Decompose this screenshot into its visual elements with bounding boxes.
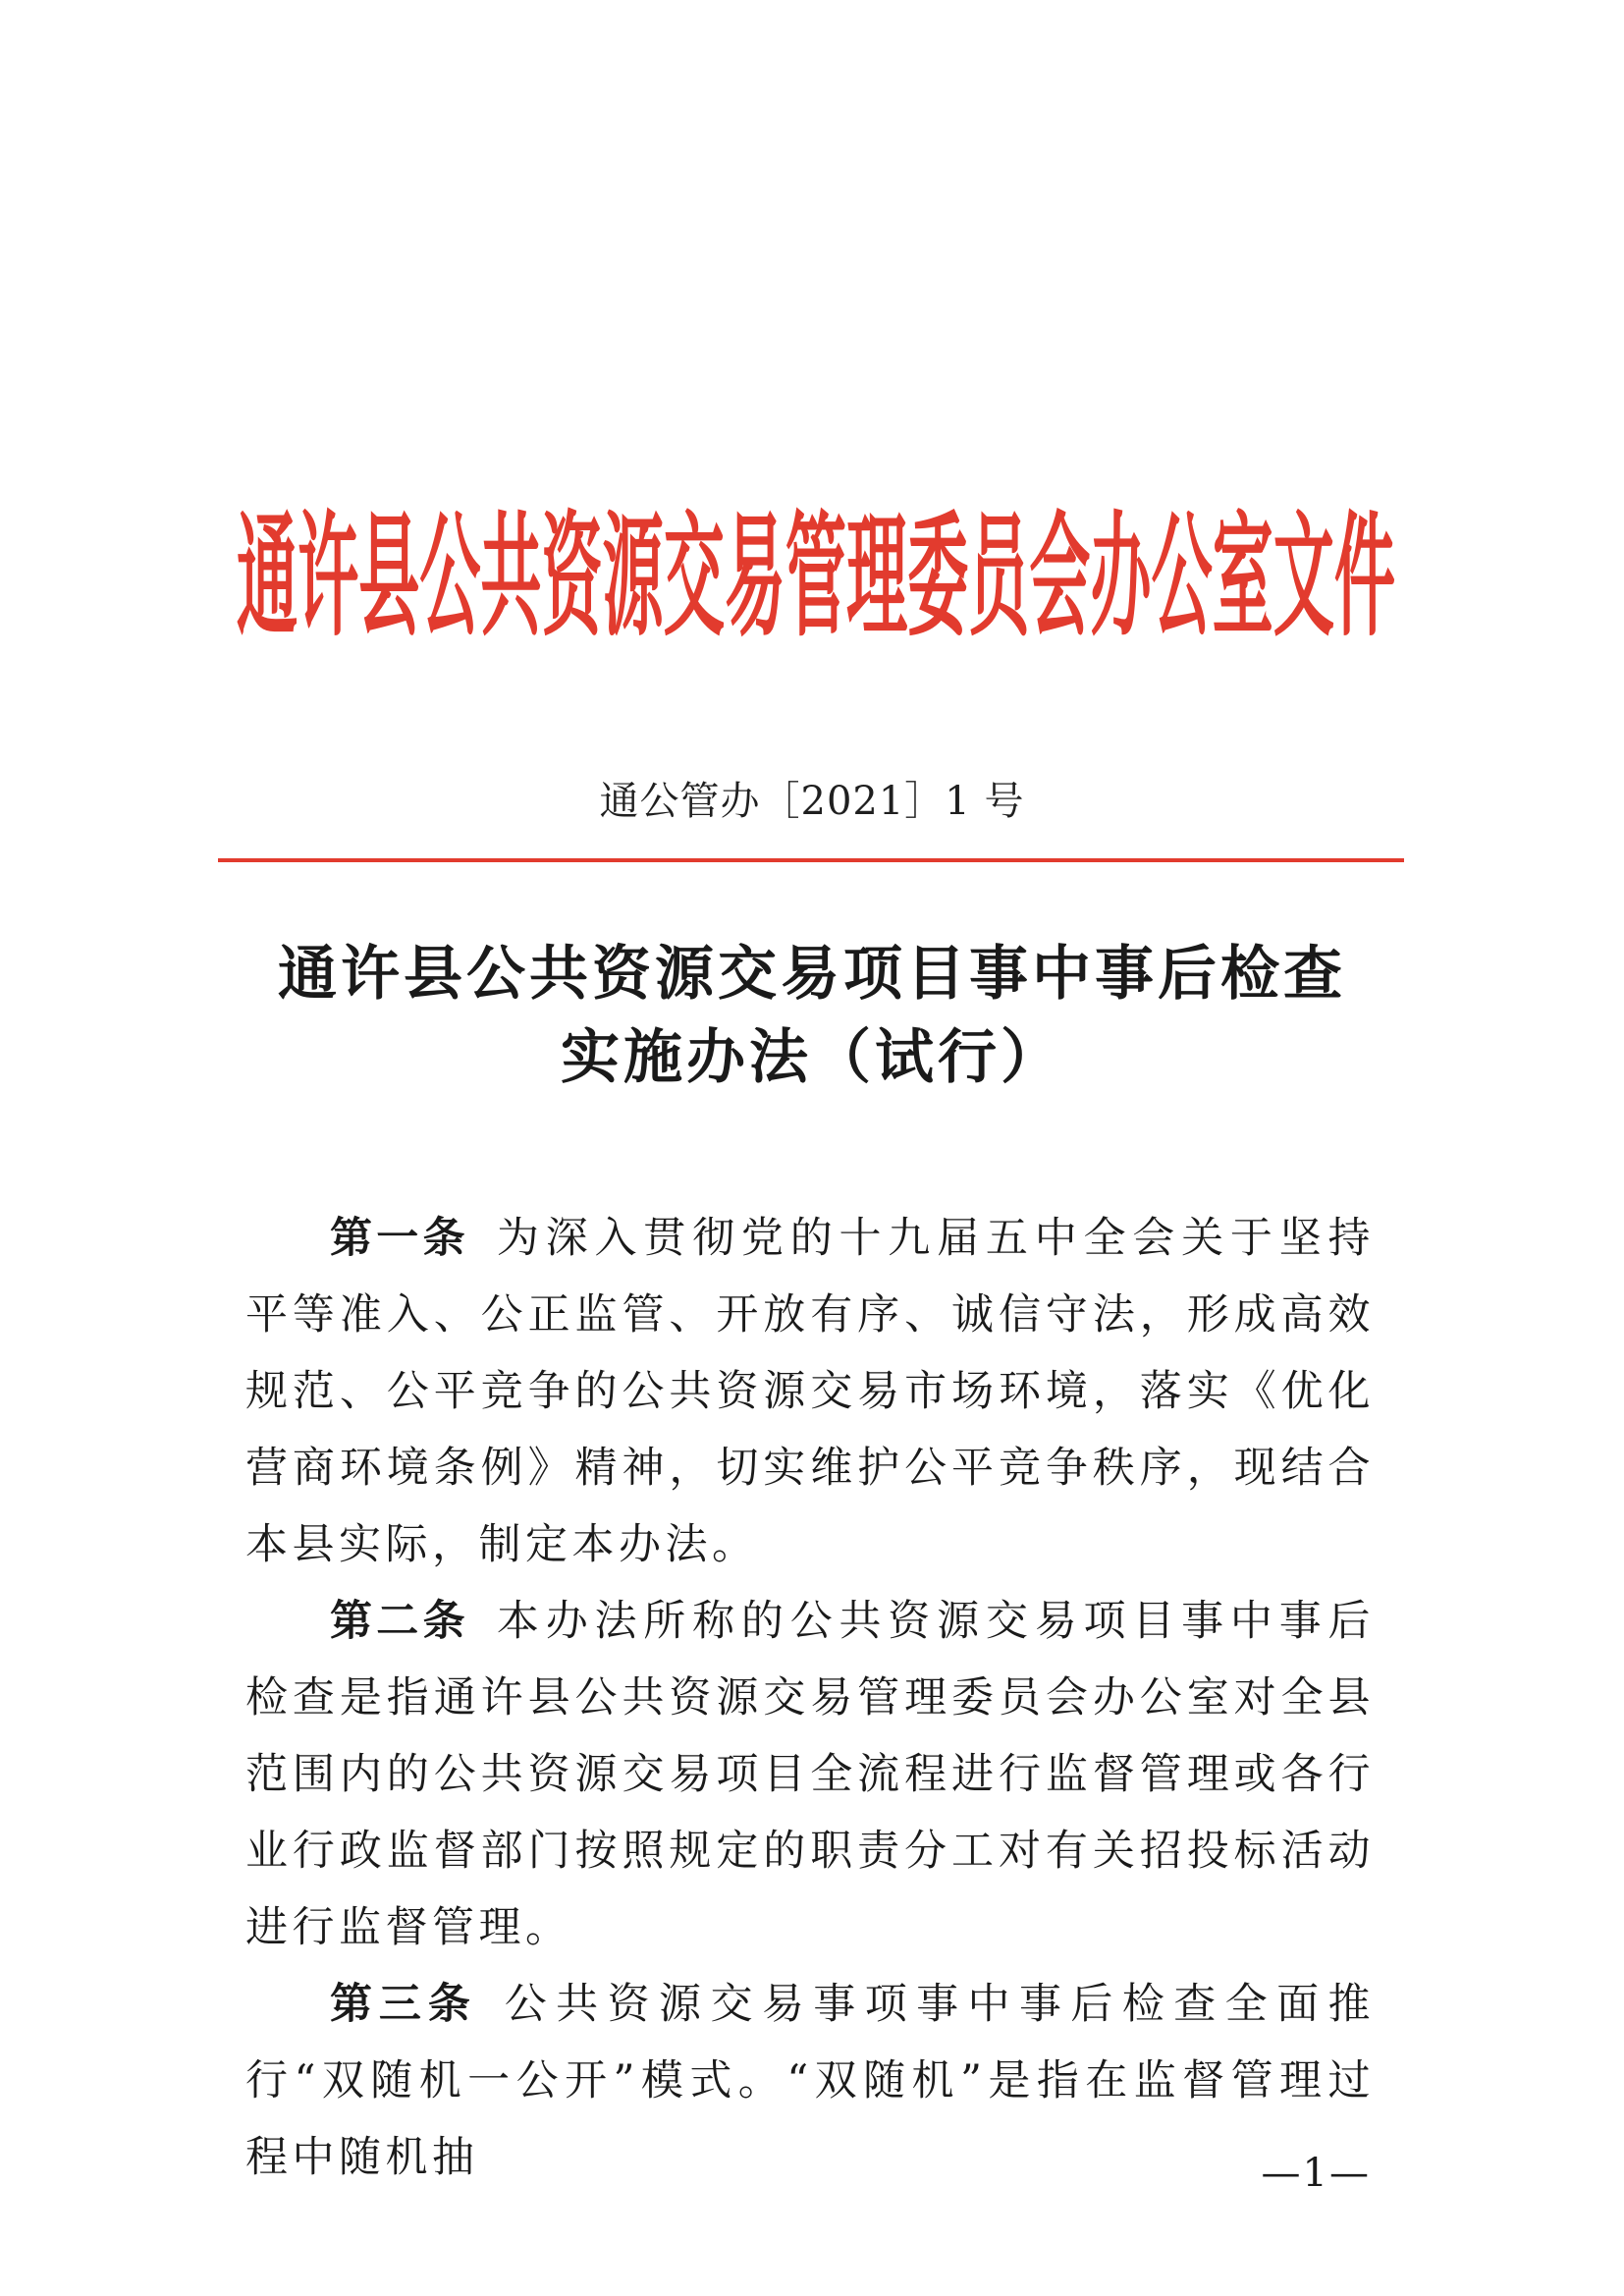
red-divider — [218, 858, 1404, 862]
masthead — [232, 460, 1400, 656]
masthead-svg — [232, 460, 1400, 656]
article-text: 为深入贯彻党的十九届五中全会关于坚持平等准入、公正监管、开放有序、诚信守法，形成高效规范、公平竞争的公共资源交易市场环境，落实《优化营商环境条例》精神，切实维护公平竞争秩序，现结合本县实际，制定本办法。 — [245, 1214, 1376, 1569]
article-text: 本办法所称的公共资源交易项目事中事后检查是指通许县公共资源交易管理委员会办公室对全县范围内的公共资源交易项目全流程进行监督管理或各行业行政监督部门按照规定的职责分工对有关招投标活动进行监督管理。 — [245, 1597, 1376, 1952]
article-lead: 第三条 — [330, 1980, 477, 2029]
article-paragraph — [245, 1200, 1375, 1583]
article-text: 公共资源交易事项事中事后检查全面推行“双随机一公开”模式。“双随机”是指在监督管理过程中随机抽 — [245, 1980, 1376, 2182]
document-title-line-2: 实施办法（试行） — [561, 1023, 1063, 1092]
document-number: 通公管办［2021］1 号 — [599, 779, 1025, 824]
page-number: —1— — [1261, 2151, 1371, 2196]
article-lead: 第一条 — [330, 1214, 469, 1263]
article-lead: 第二条 — [330, 1597, 469, 1646]
document-body — [245, 1200, 1375, 2196]
masthead-title: 通许县公共资源交易管理委员会办公室文件 — [237, 500, 1396, 656]
article-paragraph — [245, 1966, 1375, 2196]
article-paragraph — [245, 1583, 1375, 1966]
document-title-line-1: 通许县公共资源交易项目事中事后检查 — [278, 940, 1346, 1009]
